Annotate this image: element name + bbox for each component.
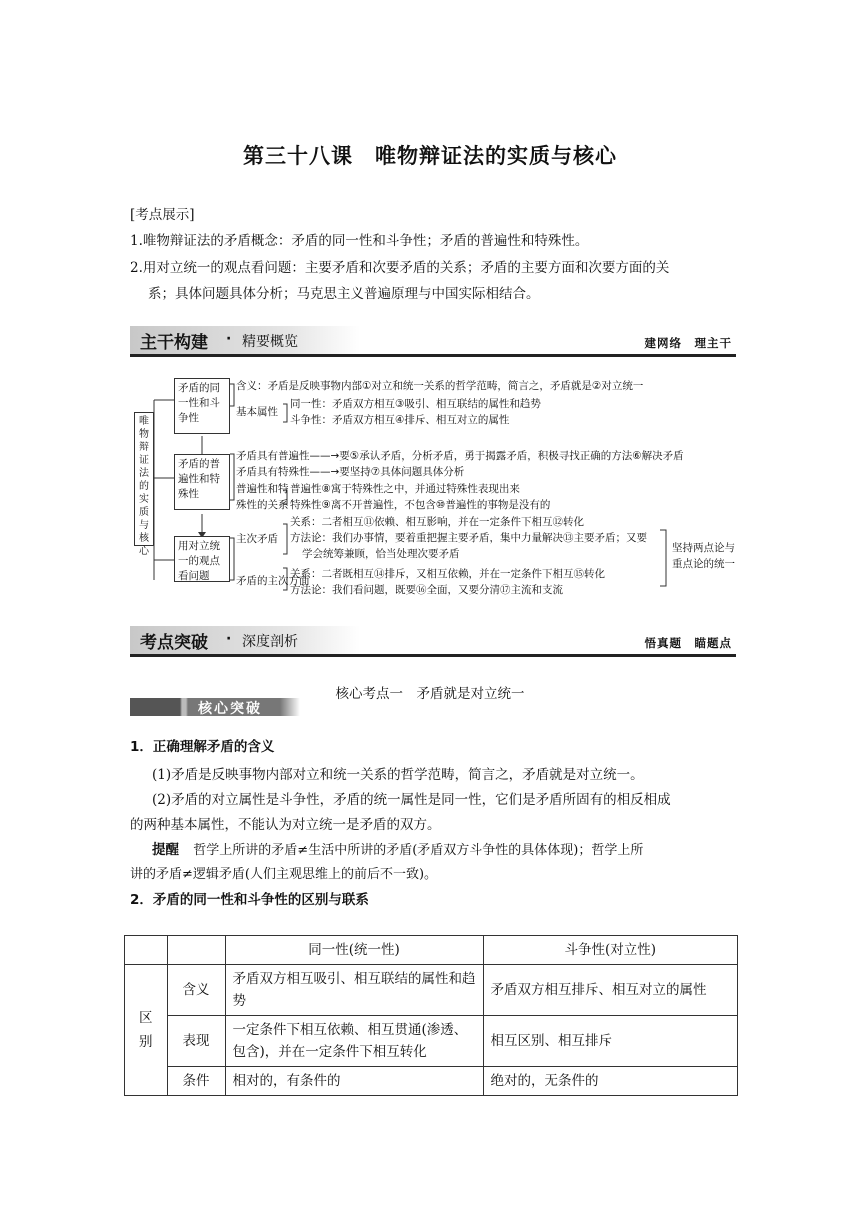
tip-text-a: 哲学上所讲的矛盾≠生活中所讲的矛盾(矛盾双方斗争性的具体体现)；哲学上所 [193,843,644,858]
mm-basic-attr: 基本属性 [236,406,278,418]
table-cell-identity: 矛盾双方相互吸引、相互联结的属性和趋势 [225,965,483,1016]
table-header-row [125,936,738,965]
mm-aspects-method: 方法论：我们看问题，既要⑯全面，又要分清⑰主流和支流 [290,584,563,596]
table-row-label: 含义 [167,965,225,1016]
comparison-table [124,935,738,1096]
table-row [125,1067,738,1096]
band2-right-label: 悟真题 瞄题点 [644,636,732,650]
tip-text-b: 讲的矛盾≠逻辑矛盾(人们主观思维上的前后不一致)。 [130,867,438,882]
mm-relation-2: 殊性的关系 [236,499,289,511]
band-sub-label: 精要概览 [242,334,298,350]
table-header-cell [125,936,168,965]
band2-main-label: 考点突破 [140,633,208,653]
mm-identity: 同一性：矛盾双方相互③吸引、相互联结的属性和趋势 [290,398,541,410]
mm-aspects-relation: 关系：二者既相互⑭排斥，又相互依赖，并在一定条件下相互⑮转化 [290,568,605,580]
mm-relation: 关系：二者相互⑪依赖、相互影响，并在一定条件下相互⑫转化 [290,516,584,528]
mm-aspects: 矛盾的主次方面 [236,575,310,587]
table-header-cell [167,936,225,965]
exam-point-2: 2.用对立统一的观点看问题：主要矛盾和次要矛盾的关系；矛盾的主要方面和次要方面的关 [130,260,670,276]
exam-point-2-cont: 系；具体问题具体分析；马克思主义普遍原理与中国实际相结合。 [148,286,540,302]
table-cell-struggle: 矛盾双方相互排斥、相互对立的属性 [483,965,738,1016]
mindmap-node-identity-struggle: 矛盾的同一性和斗争性 [174,378,230,434]
core-banner [130,698,300,716]
band2-sub-label: 深度剖析 [242,634,298,650]
band-dot: · [226,331,232,347]
mm-struggle: 斗争性：矛盾双方相互④排斥、相互对立的属性 [290,414,510,426]
table-row [125,965,738,1016]
mm-general-in-particular: 普遍性⑧寓于特殊性之中，并通过特殊性表现出来 [290,483,520,495]
mm-meaning: 含义：矛盾是反映事物内部①对立和统一关系的哲学范畴，简言之，矛盾就是②对立统一 [236,380,644,392]
table-header-identity: 同一性(统一性) [225,936,483,965]
section-band-main-structure [130,326,736,360]
table-cell-identity: 一定条件下相互依赖、相互贯通(渗透、包含)，并在一定条件下相互转化 [225,1016,483,1067]
section1-p2b: 的两种基本属性，不能认为对立统一是矛盾的双方。 [130,817,441,833]
exam-point-1: 1.唯物辩证法的矛盾概念：矛盾的同一性和斗争性；矛盾的普遍性和特殊性。 [130,233,589,249]
mm-conclusion: 坚持两点论与重点论的统一 [672,542,735,570]
mm-universality: 矛盾具有普遍性——→要⑤承认矛盾，分析矛盾，勇于揭露矛盾，积极寻找正确的方法⑥解决矛盾 [236,450,684,462]
section2-heading: 2．矛盾的同一性和斗争性的区别与联系 [130,892,369,908]
exam-points-heading: [考点展示] [130,207,195,223]
band-main-label: 主干构建 [140,333,208,353]
section1-p2a: (2)矛盾的对立属性是斗争性，矛盾的统一属性是同一性，它们是矛盾所固有的相反相成 [152,792,671,808]
band2-dot: · [226,631,232,647]
mindmap-root: 唯物辩证法的实质与核心 [134,412,154,546]
core-banner-label: 核心突破 [198,701,262,717]
mindmap-node-view-problems: 用对立统一的观点看问题 [174,536,230,582]
mind-map [130,370,740,610]
tip-label: 提醒 [152,842,179,858]
section1-tip [152,839,643,862]
table-row [125,1016,738,1067]
table-cell-struggle: 绝对的，无条件的 [483,1067,738,1096]
page-title: 第三十八课 唯物辩证法的实质与核心 [243,144,617,168]
section-band-exam-breakthrough [130,626,736,660]
table-row-label: 条件 [167,1067,225,1096]
mindmap-node-universality: 矛盾的普遍性和特殊性 [174,454,230,510]
mm-methodology: 方法论：我们办事情，要着重把握主要矛盾，集中力量解决⑬主要矛盾；又要 [290,532,647,544]
mm-particular-needs-general: 特殊性⑨离不开普遍性，不包含⑩普遍性的事物是没有的 [290,499,551,511]
core-point-title: 核心考点一 矛盾就是对立统一 [335,686,525,702]
mm-main-secondary: 主次矛盾 [236,533,278,545]
table-group-label: 区别 [125,965,168,1096]
section1-heading: 1．正确理解矛盾的含义 [130,739,275,755]
band-right-label: 建网络 理主干 [644,336,732,350]
mm-methodology-cont: 学会统筹兼顾，恰当处理次要矛盾 [302,548,460,560]
table-header-struggle: 斗争性(对立性) [483,936,738,965]
table-cell-identity: 相对的，有条件的 [225,1067,483,1096]
mm-particularity: 矛盾具有特殊性——→要坚持⑦具体问题具体分析 [236,466,465,478]
mm-relation-1: 普遍性和特 [236,483,289,495]
table-cell-struggle: 相互区别、相互排斥 [483,1016,738,1067]
table-row-label: 表现 [167,1016,225,1067]
section1-p1: (1)矛盾是反映事物内部对立和统一关系的哲学范畴，简言之，矛盾就是对立统一。 [152,767,644,783]
